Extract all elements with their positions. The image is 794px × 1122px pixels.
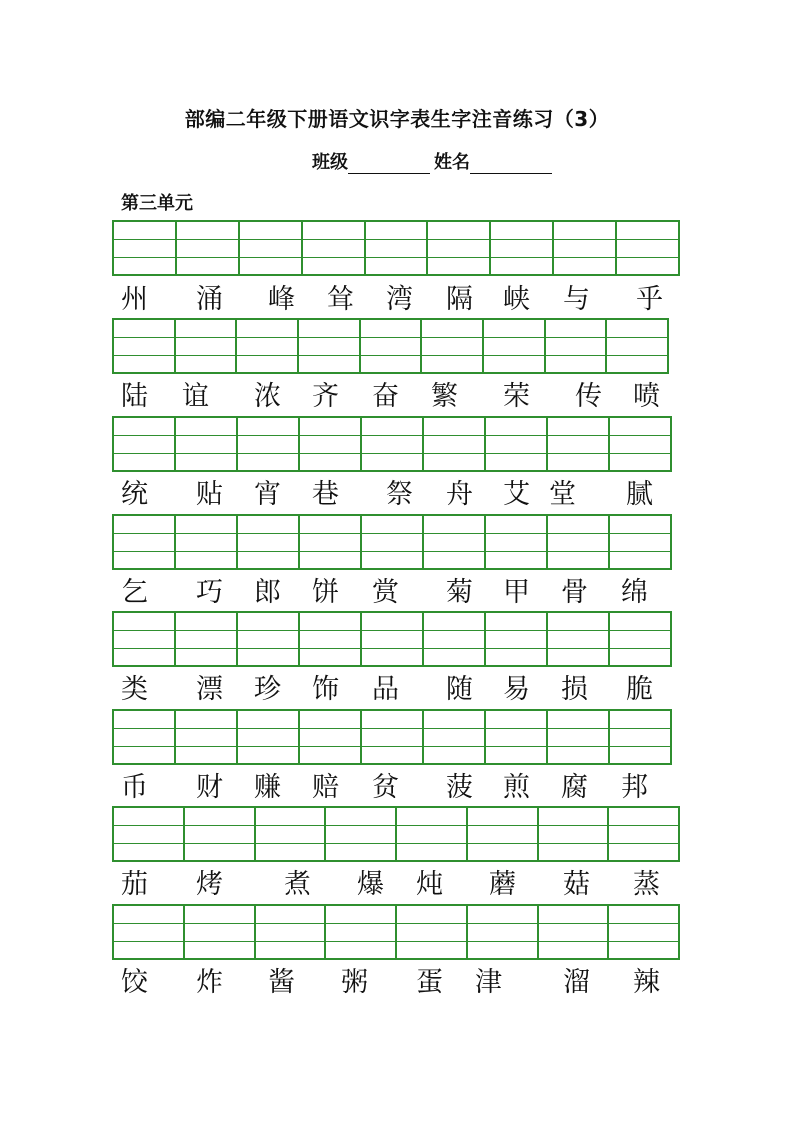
- character: 骨: [561, 577, 588, 608]
- character: 酱: [268, 967, 295, 998]
- pinyin-cell[interactable]: [114, 222, 175, 274]
- pinyin-cell[interactable]: [489, 222, 552, 274]
- pinyin-cell[interactable]: [484, 711, 546, 763]
- character: 爆: [357, 869, 384, 900]
- character: 邦: [621, 772, 648, 803]
- pinyin-cell[interactable]: [324, 906, 395, 958]
- pinyin-cell[interactable]: [175, 222, 238, 274]
- character: 贴: [196, 479, 223, 510]
- character: 炸: [196, 967, 223, 998]
- character: 陆: [121, 381, 148, 412]
- character: 烤: [196, 869, 223, 900]
- character: 币: [121, 772, 148, 803]
- pinyin-grid: [112, 904, 680, 960]
- pinyin-cell[interactable]: [360, 516, 422, 568]
- character: 耸: [327, 284, 354, 315]
- character: 粥: [341, 967, 368, 998]
- character: 类: [121, 674, 148, 705]
- pinyin-cell[interactable]: [298, 711, 360, 763]
- student-info: [312, 148, 556, 174]
- character: 艾: [503, 479, 530, 510]
- pinyin-cell[interactable]: [484, 418, 546, 470]
- pinyin-cell[interactable]: [608, 516, 670, 568]
- character: 宵: [254, 479, 281, 510]
- pinyin-cell[interactable]: [395, 906, 466, 958]
- character: 蛋: [416, 967, 443, 998]
- character: 齐: [312, 381, 339, 412]
- pinyin-cell[interactable]: [114, 711, 174, 763]
- character-row: [0, 575, 794, 611]
- character: 巧: [196, 577, 223, 608]
- pinyin-cell[interactable]: [114, 808, 183, 860]
- name-label: 姓名: [434, 152, 470, 173]
- pinyin-cell[interactable]: [422, 613, 484, 665]
- pinyin-cell[interactable]: [236, 516, 298, 568]
- character: 传: [575, 381, 602, 412]
- pinyin-cell[interactable]: [537, 906, 608, 958]
- pinyin-cell[interactable]: [254, 808, 325, 860]
- pinyin-cell[interactable]: [324, 808, 395, 860]
- character: 菇: [563, 869, 590, 900]
- pinyin-cell[interactable]: [174, 320, 236, 372]
- character: 赚: [254, 772, 281, 803]
- character: 溜: [563, 967, 590, 998]
- pinyin-cell[interactable]: [359, 320, 421, 372]
- pinyin-cell[interactable]: [114, 418, 174, 470]
- pinyin-cell[interactable]: [552, 222, 615, 274]
- pinyin-cell[interactable]: [183, 906, 254, 958]
- pinyin-cell[interactable]: [607, 906, 678, 958]
- character: 巷: [312, 479, 339, 510]
- pinyin-cell[interactable]: [174, 418, 236, 470]
- character: 易: [503, 674, 530, 705]
- character: 随: [446, 674, 473, 705]
- character: 赔: [312, 772, 339, 803]
- character: 峰: [268, 284, 295, 315]
- pinyin-cell[interactable]: [183, 808, 254, 860]
- pinyin-grid: [112, 709, 672, 765]
- character: 炖: [416, 869, 443, 900]
- character-row: [0, 379, 794, 415]
- character: 舟: [446, 479, 473, 510]
- pinyin-grid: [112, 318, 669, 374]
- character-row: [0, 477, 794, 513]
- character: 腐: [561, 772, 588, 803]
- pinyin-cell[interactable]: [114, 613, 174, 665]
- pinyin-cell[interactable]: [114, 906, 183, 958]
- unit-heading: 第三单元: [121, 193, 193, 214]
- character: 饼: [312, 577, 339, 608]
- character: 浓: [254, 381, 281, 412]
- pinyin-cell[interactable]: [546, 711, 608, 763]
- class-label: 班级: [312, 152, 348, 173]
- character: 州: [121, 284, 148, 315]
- character: 乞: [121, 577, 148, 608]
- pinyin-grid: [112, 806, 680, 862]
- character: 谊: [182, 381, 209, 412]
- pinyin-cell[interactable]: [235, 320, 297, 372]
- pinyin-cell[interactable]: [114, 516, 174, 568]
- pinyin-cell[interactable]: [298, 418, 360, 470]
- character: 珍: [254, 674, 281, 705]
- pinyin-cell[interactable]: [605, 320, 667, 372]
- character: 饰: [312, 674, 339, 705]
- character-row: [0, 965, 794, 1001]
- pinyin-cell[interactable]: [174, 613, 236, 665]
- character: 品: [372, 674, 399, 705]
- character: 财: [196, 772, 223, 803]
- pinyin-cell[interactable]: [544, 320, 606, 372]
- pinyin-cell[interactable]: [420, 320, 482, 372]
- character: 郎: [254, 577, 281, 608]
- character: 荣: [503, 381, 530, 412]
- pinyin-cell[interactable]: [236, 613, 298, 665]
- pinyin-cell[interactable]: [546, 418, 608, 470]
- pinyin-cell[interactable]: [114, 320, 174, 372]
- pinyin-cell[interactable]: [236, 418, 298, 470]
- pinyin-cell[interactable]: [546, 613, 608, 665]
- character: 煮: [284, 869, 311, 900]
- pinyin-cell[interactable]: [236, 711, 298, 763]
- character: 漂: [196, 674, 223, 705]
- character: 贫: [372, 772, 399, 803]
- pinyin-cell[interactable]: [360, 418, 422, 470]
- pinyin-cell[interactable]: [174, 711, 236, 763]
- pinyin-grid: [112, 611, 672, 667]
- pinyin-cell[interactable]: [174, 516, 236, 568]
- pinyin-cell[interactable]: [360, 711, 422, 763]
- pinyin-cell[interactable]: [298, 516, 360, 568]
- pinyin-cell[interactable]: [298, 613, 360, 665]
- pinyin-cell[interactable]: [484, 613, 546, 665]
- pinyin-cell[interactable]: [422, 516, 484, 568]
- character: 峡: [503, 284, 530, 315]
- character: 涌: [196, 284, 223, 315]
- pinyin-cell[interactable]: [466, 808, 537, 860]
- pinyin-cell[interactable]: [238, 222, 301, 274]
- character-row: [0, 867, 794, 903]
- character: 喷: [633, 381, 660, 412]
- pinyin-cell[interactable]: [482, 320, 544, 372]
- pinyin-cell[interactable]: [360, 613, 422, 665]
- pinyin-grid: [112, 514, 672, 570]
- pinyin-cell[interactable]: [608, 711, 670, 763]
- pinyin-cell[interactable]: [301, 222, 364, 274]
- character: 菠: [446, 772, 473, 803]
- pinyin-cell[interactable]: [297, 320, 359, 372]
- name-blank[interactable]: [470, 153, 552, 174]
- pinyin-cell[interactable]: [546, 516, 608, 568]
- character: 腻: [626, 479, 653, 510]
- character: 津: [475, 967, 502, 998]
- pinyin-cell[interactable]: [484, 516, 546, 568]
- character: 隔: [446, 284, 473, 315]
- pinyin-cell[interactable]: [466, 906, 537, 958]
- character: 统: [121, 479, 148, 510]
- character: 与: [563, 284, 590, 315]
- class-blank[interactable]: [348, 153, 430, 174]
- character: 甲: [503, 577, 530, 608]
- character: 损: [561, 674, 588, 705]
- character: 蒸: [633, 869, 660, 900]
- character: 辣: [633, 967, 660, 998]
- character: 煎: [503, 772, 530, 803]
- pinyin-grid: [112, 416, 672, 472]
- character: 奋: [372, 381, 399, 412]
- character: 乎: [636, 284, 663, 315]
- character-row: [0, 672, 794, 708]
- pinyin-cell[interactable]: [426, 222, 489, 274]
- character: 茄: [121, 869, 148, 900]
- pinyin-cell[interactable]: [422, 711, 484, 763]
- character: 湾: [386, 284, 413, 315]
- character: 祭: [386, 479, 413, 510]
- pinyin-cell[interactable]: [615, 222, 678, 274]
- pinyin-cell[interactable]: [607, 808, 678, 860]
- character: 繁: [431, 381, 458, 412]
- character: 饺: [121, 967, 148, 998]
- character: 堂: [549, 479, 576, 510]
- pinyin-cell[interactable]: [608, 418, 670, 470]
- character: 赏: [372, 577, 399, 608]
- pinyin-cell[interactable]: [608, 613, 670, 665]
- character: 绵: [621, 577, 648, 608]
- pinyin-cell[interactable]: [364, 222, 427, 274]
- pinyin-cell[interactable]: [395, 808, 466, 860]
- pinyin-cell[interactable]: [422, 418, 484, 470]
- character-row: [0, 770, 794, 806]
- pinyin-cell[interactable]: [537, 808, 608, 860]
- page-title: 部编二年级下册语文识字表生字注音练习（3）: [184, 107, 610, 131]
- pinyin-cell[interactable]: [254, 906, 325, 958]
- character: 菊: [446, 577, 473, 608]
- character-row: [0, 282, 794, 318]
- character: 蘑: [489, 869, 516, 900]
- pinyin-grid: [112, 220, 680, 276]
- character: 脆: [626, 674, 653, 705]
